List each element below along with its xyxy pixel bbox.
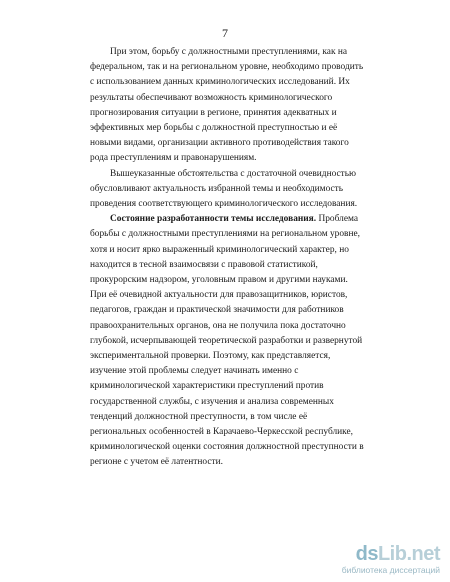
paragraph-2-text: Вышеуказанные обстоятельства с достаточной очевидностью обусловливают актуальность избранной темы и необходимость проведения соответствующего криминологического исследования.: [90, 168, 358, 210]
watermark: [330, 543, 440, 576]
paragraph-3-text: Проблема борьбы с должностными преступлениями на региональном уровне, хотя и носит ярко выраженный криминологический характер, но находится в тесной взаимосвязи с правовой статистикой, прокурорским надзором, уголовным правом и другими науками. При её очевидной актуальности для правозащитников, юристов, педагогов, граждан и практической значимости для работников правоохранительных органов, она не получила пока достаточно глубокой, исчерпывающей теоретической разработки и развернутой экспериментальной проверки. Поэтому, как представляется, изучение этой проблемы следует начинать именно с криминологической характеристики преступлений против государственной службы, с изучения и анализа современных тенденций должностной преступности, в том числе её региональных особенностей в Карачаево-Черкесской республике, криминологической оценки состояния должностной преступности в регионе с учетом её латентности.: [90, 214, 364, 468]
paragraph-1: [90, 45, 386, 167]
section-heading: Состояние разработанности темы исследования.: [110, 214, 317, 225]
paragraph-2: [90, 167, 386, 213]
watermark-logo: [330, 543, 440, 565]
watermark-subtitle: библиотека диссертаций: [341, 565, 440, 575]
paragraph-3: [90, 212, 386, 470]
document-body: [90, 45, 386, 471]
page-number: 7: [222, 26, 228, 40]
paragraph-1-text: При этом, борьбу с должностными преступлениями, как на федеральном, так и на региональном уровне, необходимо проводить с использованием данных криминологических исследований. Их результаты обеспечивают возможность криминологического прогнозирования ситуации в регионе, принятия адекватных и эффективных мер борьбы с должностной преступностью и её новыми видами, организации активного противодействия такого рода преступлениям и правонарушениям.: [90, 47, 364, 164]
watermark-logo-lib: Lib.net: [377, 543, 440, 565]
watermark-logo-ds: ds: [355, 543, 378, 565]
